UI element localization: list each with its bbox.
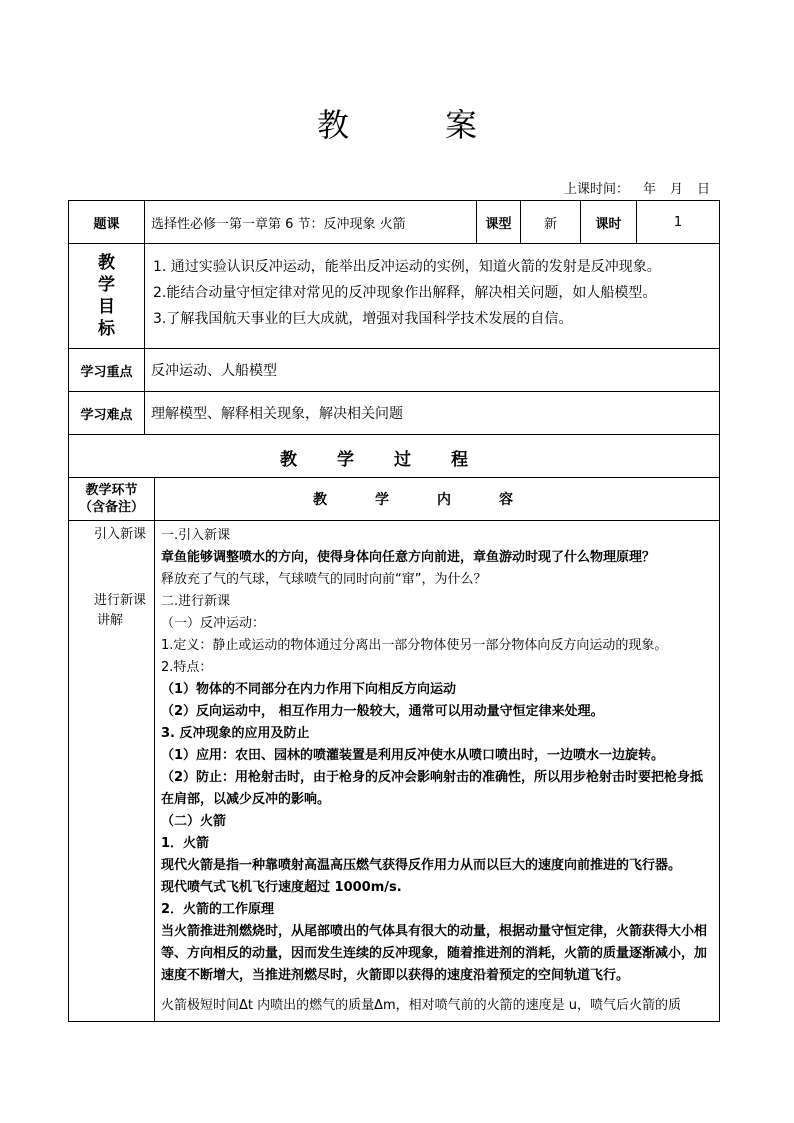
title-char-1: 教 <box>316 106 349 144</box>
goals-list <box>145 244 719 348</box>
content-line: 2.特点： <box>161 660 213 675</box>
time-label: 上课时间： <box>563 182 629 197</box>
page-title <box>0 100 794 146</box>
goals-label-1: 教 <box>98 253 115 273</box>
content-line: 现代喷气式飞机飞行速度超过 1000m/s. <box>161 880 402 895</box>
hours-label: 课时 <box>581 201 637 243</box>
goals-label-2: 学 <box>98 275 115 295</box>
content-line: 现代火箭是指一种靠喷射高温高压燃气获得反作用力从而以巨大的速度向前推进的飞行器。 <box>161 858 682 873</box>
lesson-table <box>68 200 720 1022</box>
teaching-content <box>155 521 719 1021</box>
difficulty-value: 理解模型、解释相关现象，解决相关问题 <box>151 406 403 422</box>
content-line: 二.进行新课 <box>161 594 231 609</box>
time-year: 年 <box>642 182 656 197</box>
left-labels <box>69 521 155 1021</box>
class-time <box>564 178 710 197</box>
goal-item-2: 2.能结合动量守恒定律对常见的反冲现象作出解释，解决相关问题，如人船模型。 <box>153 285 657 301</box>
content-line: 释放充了气的气球，气球喷气的同时向前“窜”，为什么？ <box>161 572 487 587</box>
section-left-header: 教学环节（含备注） <box>69 478 155 520</box>
key-point-label: 学习重点 <box>69 349 145 391</box>
process-title: 教学过程 <box>68 435 720 478</box>
topic-label: 题课 <box>69 201 145 243</box>
content-line: （1）应用：农田、园林的喷灌装置是利用反冲使水从喷口喷出时，一边喷水一边旋转。 <box>161 748 665 763</box>
title-char-2: 案 <box>445 106 478 144</box>
label-new: 进行新课 <box>93 593 146 608</box>
content-row <box>68 521 720 1022</box>
content-line: 一.引入新课 <box>161 528 231 543</box>
hours-value: 1 <box>673 214 683 230</box>
section-header-row <box>68 478 720 521</box>
content-line: 1．火箭 <box>161 836 210 851</box>
content-line: （二）火箭 <box>161 814 227 829</box>
content-line: 2．火箭的工作原理 <box>161 902 275 917</box>
content-line: 火箭极短时间Δt 内喷出的燃气的质量Δm，相对喷气前的火箭的速度是 u，喷气后火箭的质 <box>161 998 682 1013</box>
goal-item-3: 3.了解我国航天事业的巨大成就，增强对我国科学技术发展的自信。 <box>153 311 573 327</box>
type-value: 新 <box>521 201 581 243</box>
goals-label <box>69 244 145 348</box>
header-row <box>68 200 720 244</box>
key-point-row <box>68 349 720 392</box>
topic-value: 选择性必修一第一章第 6 节：反冲现象 火箭 <box>145 201 477 243</box>
type-label: 课型 <box>477 201 521 243</box>
time-day: 日 <box>696 182 710 197</box>
goals-row <box>68 244 720 349</box>
section-right-header: 教学内容 <box>313 492 561 508</box>
goal-item-1: 1. 通过实验认识反冲运动，能举出反冲运动的实例，知道火箭的发射是反冲现象。 <box>153 259 661 275</box>
label-explain: 讲解 <box>97 613 124 628</box>
content-line: 1.定义：静止或运动的物体通过分离出一部分物体使另一部分物体向反方向运动的现象。 <box>161 638 668 653</box>
goals-label-3: 目 <box>98 297 115 317</box>
content-line: （2）反向运动中， 相互作用力一般较大，通常可以用动量守恒定律来处理。 <box>161 704 604 719</box>
time-month: 月 <box>669 182 683 197</box>
content-line: （一）反冲运动： <box>161 616 266 631</box>
content-line: 章鱼能够调整喷水的方向，使得身体向任意方向前进，章鱼游动时现了什么物理原理？ <box>161 550 656 565</box>
label-intro: 引入新课 <box>93 527 146 542</box>
key-point-value: 反冲运动、人船模型 <box>151 363 277 379</box>
difficulty-label: 学习难点 <box>69 392 145 434</box>
content-line: 当火箭推进剂燃烧时，从尾部喷出的气体具有很大的动量，根据动量守恒定律，火箭获得大小相等、方向相反的动量，因而发生连续的反冲现象，随着推进剂的消耗，火箭的质量逐渐减小，加速度不断增大，当推进剂燃尽时，火箭即以获得的速度沿着预定的空间轨道飞行。 <box>161 924 708 983</box>
content-line: （1）物体的不同部分在内力作用下向相反方向运动 <box>161 682 457 697</box>
content-line: 3. 反冲现象的应用及防止 <box>161 726 310 741</box>
goals-label-4: 标 <box>98 319 115 339</box>
difficulty-row <box>68 392 720 435</box>
content-line: （2）防止：用枪射击时，由于枪身的反冲会影响射击的准确性，所以用步枪射击时要把枪身抵在肩部，以减少反冲的影响。 <box>161 770 704 807</box>
